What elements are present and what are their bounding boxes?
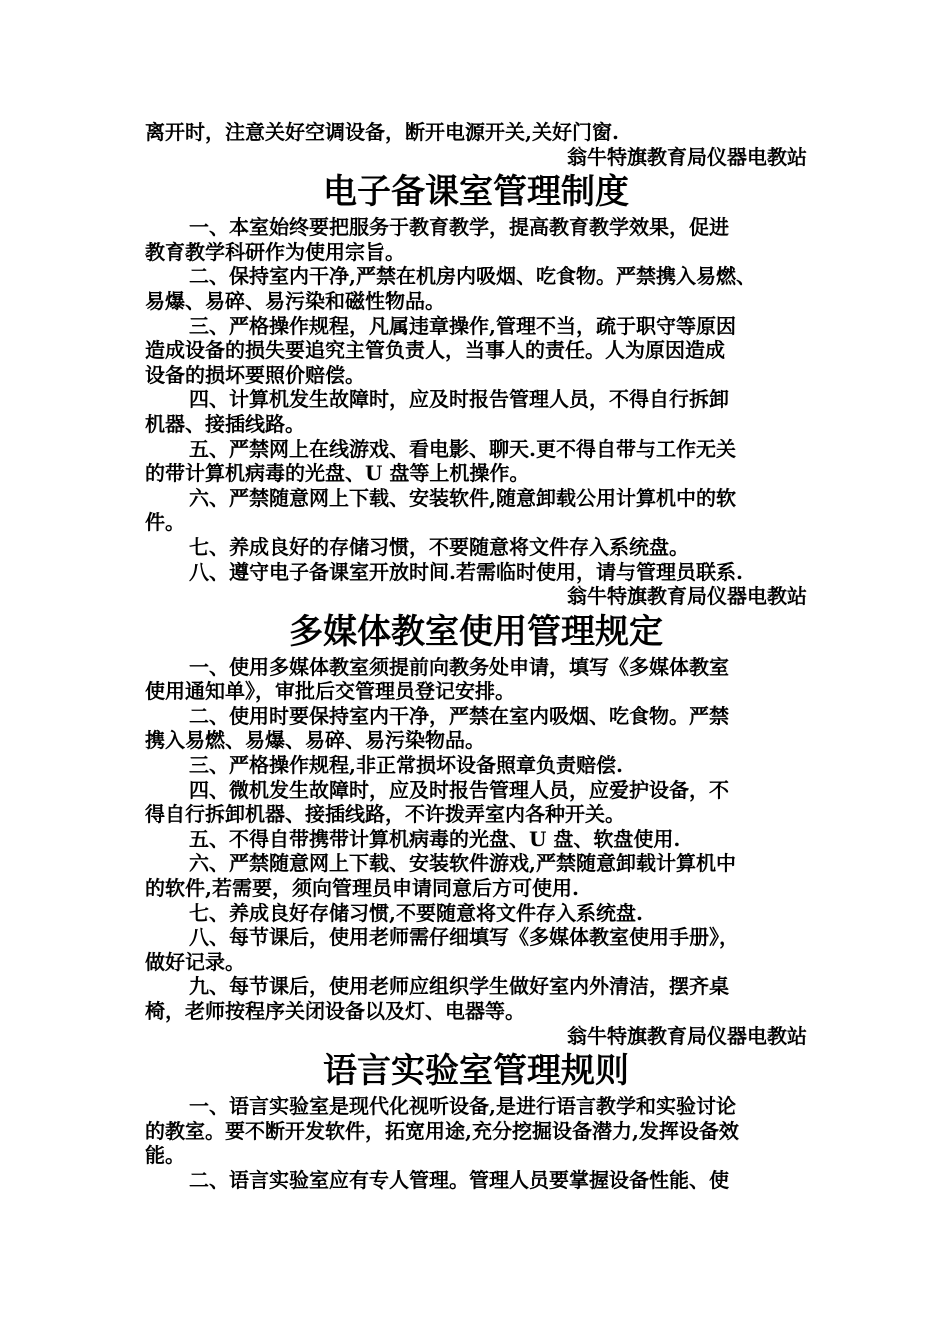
paragraph-line: 五、严禁网上在线游戏、看电影、聊天.更不得自带与工作无关 — [189, 436, 736, 461]
paragraph-line: 九、每节课后，使用老师应组织学生做好室内外清洁，摆齐桌 — [189, 974, 729, 999]
paragraph-line: 四、计算机发生故障时，应及时报告管理人员，不得自行拆卸 — [189, 387, 729, 412]
paragraph-line: 离开时，注意关好空调设备，断开电源开关,关好门窗. — [145, 120, 619, 144]
paragraph-line: 做好记录。 — [145, 949, 245, 974]
section-title: 多媒体教室使用管理规定 — [289, 611, 663, 652]
paragraph-line: 携入易燃、易爆、易碎、易污染物品。 — [145, 728, 485, 753]
paragraph-line: 八、每节课后，使用老师需仔细填写《多媒体教室使用手册》， — [189, 925, 739, 950]
paragraph-line: 机器、接插线路。 — [145, 411, 305, 436]
paragraph-line: 件。 — [145, 510, 185, 535]
paragraph-line: 六、严禁随意网上下载、安装软件游戏,严禁随意卸载计算机中 — [189, 851, 736, 876]
paragraph-line: 七、养成良好的存储习惯，不要随意将文件存入系统盘。 — [189, 534, 689, 559]
paragraph-line: 四、微机发生故障时，应及时报告管理人员，应爱护设备，不 — [189, 777, 729, 802]
paragraph-line: 一、语言实验室是现代化视听设备,是进行语言教学和实验讨论 — [189, 1094, 736, 1119]
paragraph-line: 三、严格操作规程，凡属违章操作,管理不当，疏于职守等原因 — [189, 313, 736, 338]
signature: 翁牛特旗教育局仪器电教站 — [567, 144, 807, 169]
paragraph-line: 椅，老师按程序关闭设备以及灯、电器等。 — [145, 999, 525, 1023]
paragraph-line: 一、本室始终要把服务于教育教学，提高教育教学效果，促进 — [189, 215, 729, 240]
paragraph-line: 的教室。要不断开发软件，拓宽用途,充分挖掘设备潜力,发挥设备效 — [145, 1118, 739, 1143]
paragraph-line: 的软件,若需要，须向管理员申请同意后方可使用. — [145, 876, 579, 901]
paragraph-line: 五、不得自带携带计算机病毒的光盘、U 盘、软盘使用. — [189, 826, 681, 851]
paragraph-line: 教育教学科研作为使用宗旨。 — [145, 239, 405, 264]
paragraph-line: 二、保持室内干净,严禁在机房内吸烟、吃食物。严禁携入易燃、 — [189, 264, 756, 289]
paragraph-line: 二、使用时要保持室内干净，严禁在室内吸烟、吃食物。严禁 — [189, 703, 729, 728]
signature: 翁牛特旗教育局仪器电教站 — [567, 1023, 807, 1048]
signature: 翁牛特旗教育局仪器电教站 — [567, 584, 807, 609]
section-title: 语言实验室管理规则 — [323, 1051, 629, 1092]
document-body — [145, 120, 807, 1193]
paragraph-line: 一、使用多媒体教室须提前向教务处申请，填写《多媒体教室 — [189, 654, 729, 679]
paragraph-line: 使用通知单》，审批后交管理员登记安排。 — [145, 679, 515, 704]
paragraph-line: 得自行拆卸机器、接插线路，不许拨弄室内各种开关。 — [145, 802, 625, 827]
paragraph-line: 八、遵守电子备课室开放时间.若需临时使用，请与管理员联系. — [189, 559, 743, 584]
paragraph-line: 的带计算机病毒的光盘、U 盘等上机操作。 — [145, 461, 530, 486]
paragraph-line: 六、严禁随意网上下载、安装软件,随意卸载公用计算机中的软 — [189, 485, 736, 510]
section-title: 电子备课室管理制度 — [323, 172, 629, 213]
paragraph-line: 七、养成良好存储习惯,不要随意将文件存入系统盘. — [189, 900, 643, 925]
paragraph-line: 造成设备的损失要追究主管负责人，当事人的责任。人为原因造成 — [145, 338, 725, 363]
paragraph-line: 易爆、易碎、易污染和磁性物品。 — [145, 288, 445, 313]
paragraph-line: 三、严格操作规程,非正常损坏设备照章负责赔偿. — [189, 753, 623, 778]
paragraph-line: 二、语言实验室应有专人管理。管理人员要掌握设备性能、使 — [189, 1167, 729, 1192]
paragraph-line: 能。 — [145, 1143, 185, 1168]
paragraph-line: 设备的损坏要照价赔偿。 — [145, 362, 365, 387]
